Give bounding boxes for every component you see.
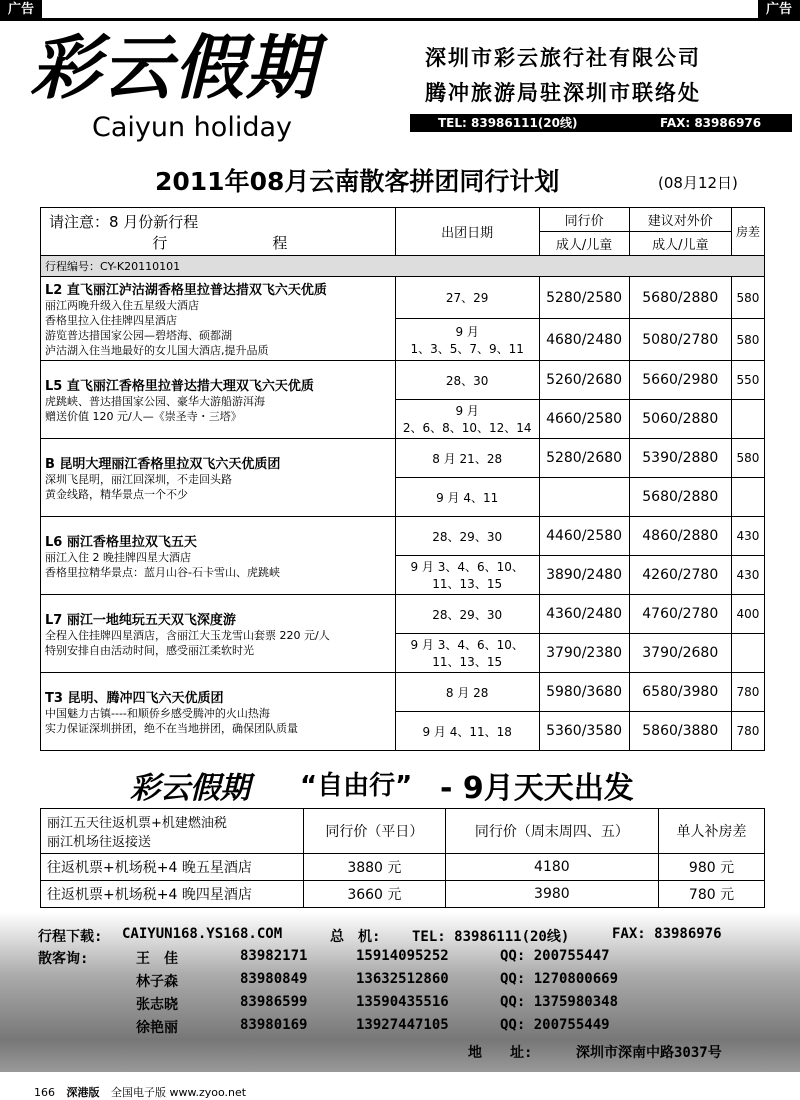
route-room-diff — [731, 400, 764, 439]
free-head-weekday: 同行价（平日） — [304, 809, 446, 854]
contact-name: 林子森 — [136, 974, 178, 990]
contact-tel: 83986599 — [240, 994, 308, 1010]
route-date: 28、29、30 — [395, 517, 539, 556]
free-head-weekend: 同行价（周末周四、五） — [445, 809, 658, 854]
route-room-diff — [731, 634, 764, 673]
route-row — [41, 517, 765, 556]
route-desc: 香格里拉精华景点：蓝月山谷-石卡雪山、虎跳峡 — [45, 566, 280, 579]
route-title: L6 丽江香格里拉双飞五天 — [45, 535, 197, 550]
route-info-cell — [41, 673, 396, 751]
download-label: 行程下载: — [38, 929, 103, 945]
free-row-2-route: 往返机票+机场税+4 晚四星酒店 — [41, 881, 304, 908]
free-head-single: 单人补房差 — [658, 809, 764, 854]
notice-cell — [41, 208, 396, 256]
route-suggest-price: 4760/2780 — [629, 595, 731, 634]
fax-text: FAX: 83986976 — [660, 116, 762, 130]
route-peer-price: 5260/2680 — [539, 361, 629, 400]
route-peer-price: 3890/2480 — [539, 556, 629, 595]
route-suggest-price: 4260/2780 — [629, 556, 731, 595]
free-row-2-weekday: 3660 元 — [304, 881, 446, 908]
route-room-diff: 580 — [731, 439, 764, 478]
route-desc: 赠送价值 120 元/人—《崇圣寺・三塔》 — [45, 410, 242, 423]
route-peer-price: 5360/3580 — [539, 712, 629, 751]
contact-name: 张志晓 — [136, 997, 178, 1013]
top-rule — [0, 18, 800, 21]
route-suggest-price: 5660/2980 — [629, 361, 731, 400]
route-peer-price: 4680/2480 — [539, 319, 629, 361]
route-room-diff: 430 — [731, 556, 764, 595]
page-number: 166 — [34, 1086, 55, 1099]
route-room-diff: 780 — [731, 712, 764, 751]
route-info-cell — [41, 277, 396, 361]
route-desc: 实力保证深圳拼团，绝不在当地拼团，确保团队质量 — [45, 722, 298, 735]
address-text: 深圳市深南中路3037号 — [576, 1045, 722, 1061]
route-date: 9 月 1、3、5、7、9、11 — [395, 319, 539, 361]
route-row — [41, 277, 765, 319]
brand-logo-en: Caiyun holiday — [92, 112, 292, 143]
contact-mobile: 13927447105 — [356, 1017, 449, 1033]
route-desc: 丽江两晚升级入住五星级大酒店 — [45, 299, 199, 312]
route-suggest-price: 6580/3980 — [629, 673, 731, 712]
route-suggest-price: 5680/2880 — [629, 478, 731, 517]
company-name: 深圳市彩云旅行社有限公司 — [425, 46, 701, 70]
contact-name: 王 佳 — [136, 951, 178, 967]
route-code: 行程编号：CY-K20110101 — [41, 256, 765, 277]
contact-tel: 83980169 — [240, 1017, 308, 1033]
route-date: 9 月 4、11 — [395, 478, 539, 517]
route-room-diff: 550 — [731, 361, 764, 400]
route-desc: 丽江入住 2 晚挂牌四星大酒店 — [45, 551, 191, 564]
route-peer-price: 5980/3680 — [539, 673, 629, 712]
peer-adult-child: 成人/儿童 — [539, 232, 629, 256]
free-row-1-single: 980 元 — [658, 854, 764, 881]
route-peer-price: 3790/2380 — [539, 634, 629, 673]
free-row-2-single: 780 元 — [658, 881, 764, 908]
plan-date: (08月12日) — [658, 174, 738, 192]
slogan-text: - 9月天天出发 — [440, 771, 634, 806]
route-desc: 黄金线路，精华景点一个不少 — [45, 488, 188, 501]
slogan-free-travel: “自由行” — [300, 771, 413, 801]
suggest-price-header: 建议对外价 — [629, 208, 731, 232]
contact-qq: QQ: 1375980348 — [500, 994, 619, 1010]
route-title: L2 直飞丽江泸沽湖香格里拉普达措双飞六天优质 — [45, 283, 327, 298]
route-suggest-price: 4860/2880 — [629, 517, 731, 556]
route-suggest-price: 5060/2880 — [629, 400, 731, 439]
route-peer-price: 4660/2580 — [539, 400, 629, 439]
route-table — [40, 207, 765, 751]
notice-text: 请注意：8 月份新行程 — [49, 212, 199, 231]
main-line-tel: TEL: 83986111(20线) — [412, 929, 570, 945]
route-room-diff: 430 — [731, 517, 764, 556]
free-travel-table — [40, 808, 765, 908]
consult-label: 散客询: — [38, 951, 89, 967]
route-header: 行 程 — [152, 233, 288, 252]
route-date: 28、29、30 — [395, 595, 539, 634]
route-date: 9 月 2、6、8、10、12、14 — [395, 400, 539, 439]
page-footer — [34, 1084, 246, 1100]
route-peer-price: 5280/2680 — [539, 439, 629, 478]
contact-mobile: 15914095252 — [356, 948, 449, 964]
contact-qq: QQ: 200755449 — [500, 1017, 610, 1033]
free-row-1-route: 往返机票+机场税+4 晚五星酒店 — [41, 854, 304, 881]
site-url: 全国电子版 www.zyoo.net — [111, 1086, 247, 1099]
route-desc: 深圳飞昆明，丽江回深圳，不走回头路 — [45, 473, 232, 486]
route-desc: 虎跳峡、普达措国家公园、豪华大游船游洱海 — [45, 395, 265, 408]
route-peer-price: 4360/2480 — [539, 595, 629, 634]
contact-name: 徐艳丽 — [136, 1020, 178, 1036]
contact-qq: QQ: 200755447 — [500, 948, 610, 964]
contact-tel: 83982171 — [240, 948, 308, 964]
route-title: L7 丽江一地纯玩五天双飞深度游 — [45, 613, 236, 628]
contact-mobile: 13632512860 — [356, 971, 449, 987]
contact-qq: QQ: 1270800669 — [500, 971, 619, 987]
route-date: 8 月 28 — [395, 673, 539, 712]
main-line-fax: FAX: 83986976 — [612, 926, 722, 942]
date-header: 出团日期 — [395, 208, 539, 256]
route-info-cell — [41, 517, 396, 595]
edition: 深港版 — [66, 1086, 100, 1099]
route-date: 8 月 21、28 — [395, 439, 539, 478]
route-date: 9 月 4、11、18 — [395, 712, 539, 751]
route-date: 9 月 3、4、6、10、 11、13、15 — [395, 634, 539, 673]
route-info-cell — [41, 595, 396, 673]
route-desc: 香格里拉入住挂牌四星酒店 — [45, 314, 177, 327]
route-room-diff: 580 — [731, 277, 764, 319]
route-row — [41, 439, 765, 478]
route-date: 9 月 3、4、6、10、 11、13、15 — [395, 556, 539, 595]
route-title: T3 昆明、腾冲四飞六天优质团 — [45, 691, 224, 706]
free-row-1-weekend: 4180 — [445, 854, 658, 881]
company-office: 腾冲旅游局驻深圳市联络处 — [425, 81, 701, 105]
route-suggest-price: 5080/2780 — [629, 319, 731, 361]
route-date: 27、29 — [395, 277, 539, 319]
main-line-label: 总 机: — [330, 929, 381, 945]
route-room-diff: 580 — [731, 319, 764, 361]
ad-tag-left: 广告 — [0, 0, 42, 20]
tel-bar — [410, 114, 792, 132]
route-room-diff: 780 — [731, 673, 764, 712]
route-desc: 中国魅力古镇----和顺侨乡感受腾冲的火山热海 — [45, 707, 270, 720]
route-room-diff: 400 — [731, 595, 764, 634]
route-info-cell — [41, 361, 396, 439]
route-desc: 游览普达措国家公园—碧塔海、硕都湖 — [45, 329, 232, 342]
free-row-2-weekend: 3980 — [445, 881, 658, 908]
route-room-diff — [731, 478, 764, 517]
route-desc: 泸沽湖入住当地最好的女儿国大酒店,提升品质 — [45, 344, 269, 357]
ad-tag-right: 广告 — [758, 0, 800, 20]
route-info-cell — [41, 439, 396, 517]
route-title: B 昆明大理丽江香格里拉双飞六天优质团 — [45, 457, 281, 472]
tel-text: TEL: 83986111(20线) — [438, 116, 578, 130]
route-peer-price: 5280/2580 — [539, 277, 629, 319]
route-row — [41, 673, 765, 712]
plan-title: 2011年08月云南散客拼团同行计划 — [155, 167, 560, 196]
contact-mobile: 13590435516 — [356, 994, 449, 1010]
slogan-brand: 彩云假期 — [130, 771, 250, 806]
brand-logo-cn: 彩云假期 — [30, 26, 318, 109]
route-desc: 全程入住挂牌四星酒店，含丽江大玉龙雪山套票 220 元/人 — [45, 629, 330, 642]
address-label: 地 址: — [468, 1045, 533, 1061]
route-peer-price: 4460/2580 — [539, 517, 629, 556]
route-desc: 特别安排自由活动时间，感受丽江柔软时光 — [45, 644, 254, 657]
route-date: 28、30 — [395, 361, 539, 400]
route-peer-price — [539, 478, 629, 517]
route-suggest-price: 5680/2880 — [629, 277, 731, 319]
route-title: L5 直飞丽江香格里拉普达措大理双飞六天优质 — [45, 379, 314, 394]
route-suggest-price: 5390/2880 — [629, 439, 731, 478]
route-suggest-price: 5860/3880 — [629, 712, 731, 751]
route-row — [41, 595, 765, 634]
contact-tel: 83980849 — [240, 971, 308, 987]
room-diff-header: 房差 — [731, 208, 764, 256]
free-row-1-weekday: 3880 元 — [304, 854, 446, 881]
suggest-adult-child: 成人/儿童 — [629, 232, 731, 256]
route-suggest-price: 3790/2680 — [629, 634, 731, 673]
download-url[interactable]: CAIYUN168.YS168.COM — [122, 926, 283, 942]
peer-price-header: 同行价 — [539, 208, 629, 232]
route-row — [41, 361, 765, 400]
free-head-route: 丽江五天往返机票+机建燃油税 丽江机场往返接送 — [41, 809, 304, 854]
